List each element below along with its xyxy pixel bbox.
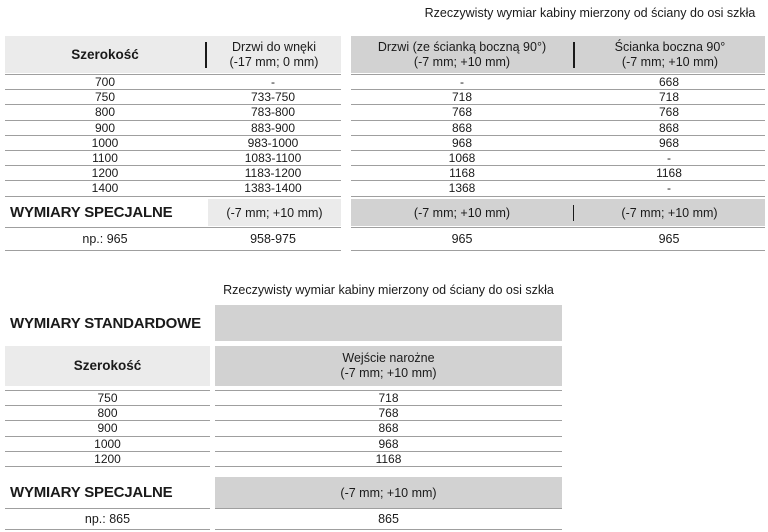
table-row [5, 121, 341, 136]
header-line2: (-17 mm; 0 mm) [229, 54, 319, 69]
table1-header-drzwi-ze-scianka [351, 40, 573, 70]
table-row [351, 151, 765, 166]
table-row [5, 136, 341, 151]
cell-wneka: 783-800 [250, 105, 296, 120]
table2-header-szerokosc: Szerokość [73, 358, 142, 374]
table-row [5, 421, 210, 436]
cell-example-scianka: 965 [658, 231, 680, 246]
table2-caption: Rzeczywisty wymiar kabiny mierzony od ściany do osi szkła [223, 283, 554, 297]
cell-szerokosc: 1000 [91, 135, 119, 150]
header-line2: (-7 mm; +10 mm) [413, 54, 511, 69]
cell-example-wneka: 958-975 [250, 231, 296, 246]
cell-szerokosc: 900 [97, 421, 118, 436]
table2-example-right [215, 508, 562, 530]
cell-scianka: - [667, 151, 671, 166]
cell-wneka: 1183-1200 [244, 166, 302, 181]
table-row [5, 75, 341, 90]
cell-drzwi: 768 [451, 105, 473, 120]
table2-standard-label: WYMIARY STANDARDOWE [10, 314, 201, 332]
cell-scianka: 1168 [656, 166, 682, 181]
table1-special-tolerance-wneka: (-7 mm; +10 mm) [208, 199, 341, 226]
cell-wejscie: 968 [378, 436, 399, 451]
table1-header-drzwi-do-wneki [207, 40, 341, 70]
cell-szerokosc: 1000 [94, 436, 121, 451]
cell-wejscie: 718 [378, 391, 399, 406]
header-line1: Drzwi do wnęki [231, 39, 317, 54]
cell-szerokosc: 800 [94, 105, 116, 120]
cell-wneka: 983-1000 [247, 135, 299, 150]
cell-wneka: - [271, 75, 275, 90]
table-row [5, 105, 341, 120]
table-row [351, 136, 765, 151]
table-row [5, 452, 210, 467]
cell-scianka: 968 [658, 135, 680, 150]
table-row [215, 452, 562, 467]
table-row [5, 181, 341, 196]
table2-special-label: WYMIARY SPECJALNE [10, 484, 173, 501]
cell-szerokosc: 1100 [92, 151, 118, 166]
cell-szerokosc: 700 [94, 75, 116, 90]
table-row [351, 121, 765, 136]
table1-body-left [5, 74, 341, 197]
cell-scianka: 868 [658, 120, 680, 135]
header-line2: (-7 mm; +10 mm) [340, 366, 437, 380]
table-row [351, 166, 765, 181]
table2-header-wejscie-narozne [215, 351, 562, 381]
cell-wneka: 1083-1100 [244, 151, 302, 166]
cell-drzwi: 968 [451, 135, 473, 150]
header-line1: Wejście narożne [342, 351, 435, 366]
table2-header-right-block [215, 346, 562, 386]
table-row [5, 151, 341, 166]
cell-wneka: 733-750 [250, 90, 296, 105]
cell-wneka: 1383-1400 [244, 181, 302, 196]
cell-scianka: 768 [658, 105, 680, 120]
cell-szerokosc: 1400 [91, 181, 119, 196]
cell-drzwi: 1368 [448, 181, 476, 196]
table-row [5, 391, 210, 406]
cell-scianka: 718 [658, 90, 680, 105]
table1-header-scianka-boczna [575, 40, 765, 70]
table-row [5, 437, 210, 452]
table1-special-tolerance-scianka: (-7 mm; +10 mm) [621, 205, 718, 220]
cell-drzwi: 718 [451, 90, 473, 105]
cell-szerokosc: 750 [94, 90, 116, 105]
table1-special-right-block [351, 199, 765, 226]
cell-drzwi: - [460, 75, 464, 90]
header-line2: (-7 mm; +10 mm) [621, 54, 719, 69]
table1-header-szerokosc: Szerokość [71, 46, 139, 62]
cell-wejscie: 868 [378, 421, 399, 436]
cell-szerokosc: 900 [94, 120, 116, 135]
cell-wneka: 883-900 [250, 120, 296, 135]
table-row [351, 75, 765, 90]
cell-example-wejscie: 865 [378, 511, 399, 526]
table1-header-left-block [5, 36, 341, 73]
table-row [351, 90, 765, 105]
table2-body-left [5, 390, 210, 467]
header-line1: Ścianka boczna 90° [614, 39, 726, 54]
table-row [5, 90, 341, 105]
table2-special-tolerance: (-7 mm; +10 mm) [215, 477, 562, 508]
table-row [351, 105, 765, 120]
table-row [215, 437, 562, 452]
table-row [215, 406, 562, 421]
table-row [5, 406, 210, 421]
table1-special-tolerance-drzwi: (-7 mm; +10 mm) [413, 205, 511, 220]
table1-example-left [5, 227, 341, 251]
cell-szerokosc: 750 [97, 391, 118, 406]
table2-standard-bar [215, 305, 562, 341]
cell-drzwi: 1068 [448, 151, 476, 166]
table1-header-right-block [351, 36, 765, 73]
cell-szerokosc: 800 [97, 406, 118, 421]
cell-drzwi: 868 [451, 120, 473, 135]
table-row [215, 421, 562, 436]
cell-drzwi: 1168 [449, 166, 475, 181]
table1-example-right [351, 227, 765, 251]
header-line1: Drzwi (ze ścianką boczną 90°) [377, 39, 547, 54]
table2-body-right [215, 390, 562, 467]
cell-wejscie: 768 [378, 406, 399, 421]
cell-wejscie: 1168 [375, 451, 402, 466]
table2-header-left-block [5, 346, 210, 386]
table-row [215, 391, 562, 406]
table1-caption: Rzeczywisty wymiar kabiny mierzony od ściany do osi szkła [424, 6, 756, 20]
table1-body-right [351, 74, 765, 197]
table-row [351, 181, 765, 196]
cell-scianka: 668 [658, 75, 680, 90]
cell-example-szerokosc: np.: 965 [82, 231, 128, 246]
table1-special-label: WYMIARY SPECJALNE [10, 204, 173, 221]
cell-example-szerokosc: np.: 865 [84, 511, 131, 526]
cell-example-drzwi: 965 [451, 231, 473, 246]
cell-szerokosc: 1200 [91, 166, 119, 181]
table-row [5, 166, 341, 181]
table2-example-left [5, 508, 210, 530]
cell-scianka: - [667, 181, 671, 196]
cell-szerokosc: 1200 [94, 451, 121, 466]
